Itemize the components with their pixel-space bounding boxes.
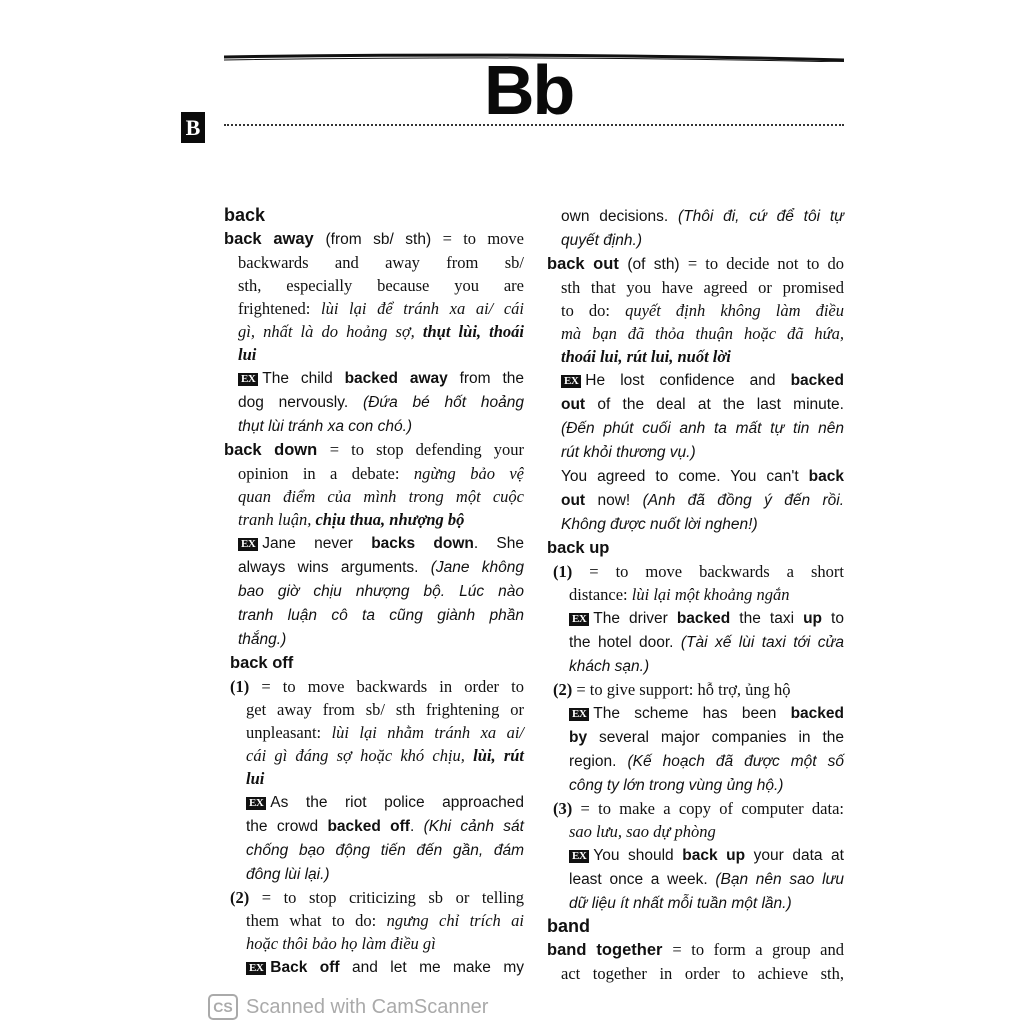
entry-line <box>224 790 524 814</box>
entry-line <box>547 345 844 368</box>
entry-text: quyết định.) <box>561 232 642 249</box>
entry-text: region. <box>569 753 628 770</box>
entry-text: thoái lui, rút lui, nuốt lời <box>561 347 731 366</box>
entry-text: tranh luận cô ta cũng giành phần <box>238 607 524 624</box>
entry-text: Back off <box>270 959 340 976</box>
entry-text: distance: <box>569 585 632 604</box>
entry-text: mà bạn đã thỏa thuận hoặc đã hứa, <box>561 324 844 343</box>
entry-text: bao giờ chịu nhượng bộ. Lúc nào <box>238 583 524 600</box>
entry-text: khách sạn.) <box>569 658 650 675</box>
entry-text: your data at <box>745 847 844 864</box>
entry-text: act together in order to achieve sth, <box>561 964 844 983</box>
entry-line <box>224 651 524 675</box>
entry-text: As the riot police approached <box>270 794 524 811</box>
entry-text: lùi, rút <box>473 746 525 765</box>
entry-text: least once a week. <box>569 871 716 888</box>
entry-text: He lost confidence and <box>585 372 791 389</box>
entry-text: get away from sb/ sth frightening or <box>246 700 524 719</box>
entry-text: unpleasant: <box>246 723 332 742</box>
left-column <box>224 204 524 979</box>
entry-text: = to move <box>442 229 524 248</box>
entry-line <box>224 414 524 438</box>
entry-line <box>547 725 844 749</box>
entry-line <box>547 843 844 867</box>
entry-line <box>224 838 524 862</box>
entry-text: lùi lại để tránh xa ai/ cái <box>321 299 525 318</box>
entry-text: gì, nhất là do hoảng sợ, <box>238 322 423 341</box>
entry-text: = to make a copy of computer data: <box>580 799 844 818</box>
entry-text: đông lùi lại.) <box>246 866 330 883</box>
headword: band together <box>547 941 673 959</box>
entry-line <box>224 274 524 297</box>
entry-line <box>224 767 524 790</box>
entry-line <box>547 488 844 512</box>
entry-line <box>547 749 844 773</box>
entry-line <box>547 536 844 560</box>
example-badge-icon: EX <box>246 962 266 975</box>
entry-line <box>547 938 844 962</box>
entry-text: sth that you have agreed or promised <box>561 278 844 297</box>
example-badge-icon: EX <box>561 375 581 388</box>
entry-text: (Khi cảnh sát <box>423 818 524 835</box>
entry-text: (Tài xế lùi taxi tới cửa <box>680 634 844 651</box>
entry-text: . She <box>473 535 525 552</box>
entry-line <box>224 955 524 979</box>
entry-text: quyết định không làm điều <box>625 301 845 320</box>
entry-line <box>547 820 844 843</box>
entry-line <box>224 627 524 651</box>
entry-line <box>547 512 844 536</box>
entry-text: backed away <box>344 370 448 387</box>
right-column <box>547 204 844 985</box>
entry-line <box>224 390 524 414</box>
entry-text: backed <box>790 705 844 722</box>
entry-text: (Bạn nên sao lưu <box>715 871 844 888</box>
entry-text: hoặc thôi bảo họ làm điều gì <box>246 934 436 953</box>
entry-text: (Anh đã đồng ý đến rồi. <box>642 492 844 509</box>
entry-line <box>224 886 524 909</box>
entry-text: backed off <box>327 818 410 835</box>
entry-text: out <box>561 396 586 413</box>
entry-text: the taxi <box>730 610 804 627</box>
entry-text: (Thôi đi, cứ để tôi tự <box>677 208 844 225</box>
entry-text: lùi lại một khoảng ngắn <box>631 585 790 604</box>
entry-text: (Jane không <box>430 559 525 576</box>
entry-line <box>224 932 524 955</box>
entry-text: = to move backwards in order to <box>261 677 524 696</box>
entry-line <box>547 583 844 606</box>
entry-line <box>547 416 844 440</box>
entry-text: them what to do: <box>246 911 387 930</box>
entry-text: backs down <box>371 535 474 552</box>
entry-line <box>224 251 524 274</box>
entry-text: (1) <box>553 562 590 581</box>
entry-text: to do: <box>561 301 626 320</box>
entry-text: lui <box>238 345 257 364</box>
entry-text: backed <box>676 610 731 627</box>
example-badge-icon: EX <box>238 373 258 386</box>
headword: back out <box>547 255 628 273</box>
entry-line <box>547 630 844 654</box>
entry-text: thụt lùi tránh xa con chó.) <box>238 418 413 435</box>
entry-text: công ty lớn trong vùng ủng hộ.) <box>569 777 784 794</box>
entry-text: out <box>561 492 586 509</box>
watermark <box>208 994 488 1020</box>
entry-text: (from sb/ sth) <box>325 231 443 248</box>
entry-line <box>547 797 844 820</box>
entry-line <box>224 462 524 485</box>
entry-text: = to stop defending your <box>329 440 524 459</box>
entry-line <box>547 773 844 797</box>
entry-line <box>224 814 524 838</box>
entry-text: The driver <box>593 610 677 627</box>
entry-line <box>224 485 524 508</box>
entry-text: = to form a group and <box>672 940 844 959</box>
example-badge-icon: EX <box>246 797 266 810</box>
entry-text: back up <box>682 847 746 864</box>
entry-line <box>224 297 524 320</box>
entry-text: = to decide not to do <box>687 254 844 273</box>
watermark-text: Scanned with CamScanner <box>246 996 489 1018</box>
entry-text: tranh luận, <box>238 510 316 529</box>
entry-line <box>224 744 524 767</box>
entry-text: always wins arguments. <box>238 559 431 576</box>
entry-text: rút khỏi thương vụ.) <box>561 444 696 461</box>
entry-text: (2) <box>553 680 577 699</box>
entry-text: the hotel door. <box>569 634 681 651</box>
entry-text: ngừng bảo vệ <box>413 464 525 483</box>
entry-line <box>224 579 524 603</box>
entry-line <box>224 438 524 462</box>
entry-line <box>547 678 844 701</box>
entry-line <box>547 228 844 252</box>
entry-line <box>547 204 844 228</box>
example-badge-icon: EX <box>569 708 589 721</box>
entry-text: lùi lại nhằm tránh xa ai/ <box>331 723 524 742</box>
entry-line <box>547 299 844 322</box>
entry-text: and let me make my <box>339 959 525 976</box>
headword: back up <box>547 539 610 557</box>
entry-text: dữ liệu ít nhất mỗi tuần một lần.) <box>569 895 792 912</box>
entry-text: sth, especially because you are <box>238 276 524 295</box>
entry-text: chịu thua, nhượng bộ <box>315 510 465 529</box>
entry-text: (Đứa bé hốt hoảng <box>362 394 524 411</box>
camscanner-logo-icon: CS <box>208 994 238 1020</box>
entry-text: dog nervously. <box>238 394 363 411</box>
entry-text: the crowd <box>246 818 328 835</box>
entry-line <box>224 675 524 698</box>
entry-text: back <box>808 468 844 485</box>
headword: back off <box>230 654 294 672</box>
entry-line <box>224 862 524 886</box>
entry-text: (3) <box>553 799 581 818</box>
entry-text: ngưng chỉ trích ai <box>386 911 525 930</box>
headword: band <box>547 916 590 936</box>
entry-text: (of sth) <box>627 256 688 273</box>
entry-text: several major companies in the <box>587 729 844 746</box>
letter-title: Bb <box>484 51 574 129</box>
entry-line <box>224 698 524 721</box>
entry-text: chống bạo động tiến đến gần, đám <box>246 842 524 859</box>
entry-line <box>224 366 524 390</box>
entry-line <box>547 440 844 464</box>
entry-text: own decisions. <box>561 208 678 225</box>
entry-line <box>547 654 844 678</box>
entry-line <box>547 322 844 345</box>
entry-text: = to stop criticizing sb or telling <box>261 888 524 907</box>
entry-text: = to move backwards a short <box>589 562 844 581</box>
entry-text: backwards and away from sb/ <box>238 253 524 272</box>
entry-text: . <box>409 818 424 835</box>
headword: back away <box>224 230 326 248</box>
entry-line <box>224 508 524 531</box>
entry-text: Không được nuốt lời nghen!) <box>561 516 758 533</box>
entry-text: (1) <box>230 677 262 696</box>
headword: back <box>224 205 266 225</box>
entry-line <box>547 867 844 891</box>
entry-text: now! <box>585 492 643 509</box>
entry-text: Jane never <box>262 535 372 552</box>
entry-text: thắng.) <box>238 631 287 648</box>
entry-line <box>547 606 844 630</box>
example-badge-icon: EX <box>569 613 589 626</box>
entry-line <box>224 555 524 579</box>
entry-line <box>547 891 844 915</box>
entry-line <box>224 343 524 366</box>
entry-text: of the deal at the last minute. <box>585 396 844 413</box>
entry-line <box>547 915 844 938</box>
example-badge-icon: EX <box>238 538 258 551</box>
entry-line <box>547 368 844 392</box>
entry-text: thụt lùi, thoái <box>422 322 524 341</box>
headword: back down <box>224 441 330 459</box>
entry-line <box>224 909 524 932</box>
entry-line <box>224 531 524 555</box>
entry-line <box>547 392 844 416</box>
entry-text: cái gì đáng sợ hoặc khó chịu, <box>246 746 474 765</box>
entry-text: sao lưu, sao dự phòng <box>569 822 716 841</box>
entry-line <box>547 276 844 299</box>
entry-text: to <box>822 610 844 627</box>
entry-text: The scheme has been <box>593 705 791 722</box>
dotted-divider <box>224 124 844 126</box>
entry-text: quan điểm của mình trong một cuộc <box>238 487 524 506</box>
entry-text: by <box>569 729 588 746</box>
entry-text: from the <box>447 370 524 387</box>
entry-line <box>224 721 524 744</box>
entry-text: The child <box>262 370 345 387</box>
entry-text: You should <box>593 847 683 864</box>
entry-line <box>224 320 524 343</box>
entry-text: (Kế hoạch đã được một số <box>627 753 844 770</box>
entry-text: (Đến phút cuối anh ta mất tự tin nên <box>561 420 844 437</box>
entry-text: up <box>803 610 823 627</box>
entry-line <box>224 603 524 627</box>
entry-text: = to give support: hỗ trợ, ủng hộ <box>576 680 791 699</box>
entry-line <box>224 204 524 227</box>
entry-line <box>547 701 844 725</box>
example-badge-icon: EX <box>569 850 589 863</box>
entry-line <box>547 962 844 985</box>
entry-line <box>547 252 844 276</box>
entry-text: lui <box>246 769 265 788</box>
entry-line <box>224 227 524 251</box>
entry-line <box>547 464 844 488</box>
entry-text: backed <box>790 372 844 389</box>
entry-text: opinion in a debate: <box>238 464 414 483</box>
side-letter-tab: B <box>181 112 205 143</box>
entry-text: You agreed to come. You can't <box>561 468 809 485</box>
entry-text: (2) <box>230 888 262 907</box>
entry-line <box>547 560 844 583</box>
entry-text: frightened: <box>238 299 322 318</box>
